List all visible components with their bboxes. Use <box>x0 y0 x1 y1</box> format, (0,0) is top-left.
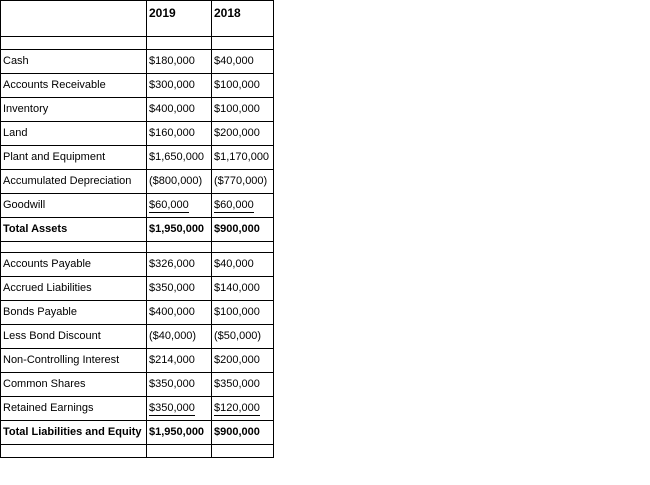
table-row <box>1 397 274 421</box>
value-2018-retained-earnings: $120,000 <box>214 402 260 414</box>
blank-cell[interactable] <box>147 37 212 50</box>
table-row <box>1 325 274 349</box>
balance-sheet-table <box>0 0 274 458</box>
table-row <box>1 349 274 373</box>
value-2019-accrued-liabilities[interactable]: $350,000 <box>147 277 212 301</box>
table-row <box>1 50 274 74</box>
value-2019-plant-equipment[interactable]: $1,650,000 <box>147 146 212 170</box>
blank-cell[interactable] <box>212 37 274 50</box>
row-label-plant-equipment[interactable]: Plant and Equipment <box>1 146 147 170</box>
blank-cell[interactable] <box>1 37 147 50</box>
row-label-total-liabilities-equity[interactable]: Total Liabilities and Equity <box>1 421 147 445</box>
row-label-less-bond-discount[interactable]: Less Bond Discount <box>1 325 147 349</box>
row-label-retained-earnings[interactable]: Retained Earnings <box>1 397 147 421</box>
value-2018-less-bond-discount[interactable]: ($50,000) <box>212 325 274 349</box>
value-2018-land[interactable]: $200,000 <box>212 122 274 146</box>
table-row <box>1 253 274 277</box>
row-label-non-controlling-interest[interactable]: Non-Controlling Interest <box>1 349 147 373</box>
header-year-2018[interactable]: 2018 <box>212 1 274 37</box>
value-2019-total-assets[interactable]: $1,950,000 <box>147 218 212 242</box>
value-2018-accumulated-depreciation[interactable]: ($770,000) <box>212 170 274 194</box>
row-label-inventory[interactable]: Inventory <box>1 98 147 122</box>
row-label-accumulated-depreciation[interactable]: Accumulated Depreciation <box>1 170 147 194</box>
blank-row <box>1 37 274 50</box>
table-row <box>1 218 274 242</box>
row-label-accounts-payable[interactable]: Accounts Payable <box>1 253 147 277</box>
header-row <box>1 1 274 37</box>
table-row <box>1 277 274 301</box>
value-2019-cash[interactable]: $180,000 <box>147 50 212 74</box>
value-2019-bonds-payable[interactable]: $400,000 <box>147 301 212 325</box>
value-2019-accounts-payable[interactable]: $326,000 <box>147 253 212 277</box>
value-2019-accounts-receivable[interactable]: $300,000 <box>147 74 212 98</box>
header-year-2019[interactable]: 2019 <box>147 1 212 37</box>
blank-cell[interactable] <box>147 242 212 253</box>
table-row <box>1 122 274 146</box>
table-row <box>1 301 274 325</box>
blank-cell[interactable] <box>147 445 212 458</box>
table-row <box>1 194 274 218</box>
blank-cell[interactable] <box>212 242 274 253</box>
row-label-accounts-receivable[interactable]: Accounts Receivable <box>1 74 147 98</box>
row-label-total-assets[interactable]: Total Assets <box>1 218 147 242</box>
value-2019-retained-earnings-cell[interactable] <box>147 397 212 421</box>
blank-row <box>1 242 274 253</box>
value-2019-retained-earnings: $350,000 <box>149 402 195 414</box>
value-2018-bonds-payable[interactable]: $100,000 <box>212 301 274 325</box>
row-label-land[interactable]: Land <box>1 122 147 146</box>
value-2019-total-liabilities-equity[interactable]: $1,950,000 <box>147 421 212 445</box>
value-2018-goodwill: $60,000 <box>214 199 254 211</box>
table-row <box>1 98 274 122</box>
value-2018-inventory[interactable]: $100,000 <box>212 98 274 122</box>
value-2019-goodwill-cell[interactable] <box>147 194 212 218</box>
blank-cell[interactable] <box>1 445 147 458</box>
header-label-cell[interactable] <box>1 1 147 37</box>
blank-row <box>1 445 274 458</box>
value-2019-accumulated-depreciation[interactable]: ($800,000) <box>147 170 212 194</box>
row-label-common-shares[interactable]: Common Shares <box>1 373 147 397</box>
value-2018-accounts-payable[interactable]: $40,000 <box>212 253 274 277</box>
value-2018-non-controlling-interest[interactable]: $200,000 <box>212 349 274 373</box>
value-2018-accounts-receivable[interactable]: $100,000 <box>212 74 274 98</box>
blank-cell[interactable] <box>1 242 147 253</box>
value-2018-retained-earnings-cell[interactable] <box>212 397 274 421</box>
value-2019-goodwill: $60,000 <box>149 199 189 211</box>
value-2019-land[interactable]: $160,000 <box>147 122 212 146</box>
value-2018-goodwill-cell[interactable] <box>212 194 274 218</box>
value-2018-total-liabilities-equity[interactable]: $900,000 <box>212 421 274 445</box>
value-2019-inventory[interactable]: $400,000 <box>147 98 212 122</box>
blank-cell[interactable] <box>212 445 274 458</box>
value-2018-accrued-liabilities[interactable]: $140,000 <box>212 277 274 301</box>
row-label-accrued-liabilities[interactable]: Accrued Liabilities <box>1 277 147 301</box>
value-2018-total-assets[interactable]: $900,000 <box>212 218 274 242</box>
row-label-goodwill[interactable]: Goodwill <box>1 194 147 218</box>
table-row <box>1 421 274 445</box>
table-row <box>1 146 274 170</box>
table-row <box>1 74 274 98</box>
row-label-cash[interactable]: Cash <box>1 50 147 74</box>
table-row <box>1 373 274 397</box>
value-2019-less-bond-discount[interactable]: ($40,000) <box>147 325 212 349</box>
value-2018-cash[interactable]: $40,000 <box>212 50 274 74</box>
value-2018-plant-equipment[interactable]: $1,170,000 <box>212 146 274 170</box>
table-row <box>1 170 274 194</box>
value-2018-common-shares[interactable]: $350,000 <box>212 373 274 397</box>
value-2019-common-shares[interactable]: $350,000 <box>147 373 212 397</box>
value-2019-non-controlling-interest[interactable]: $214,000 <box>147 349 212 373</box>
row-label-bonds-payable[interactable]: Bonds Payable <box>1 301 147 325</box>
